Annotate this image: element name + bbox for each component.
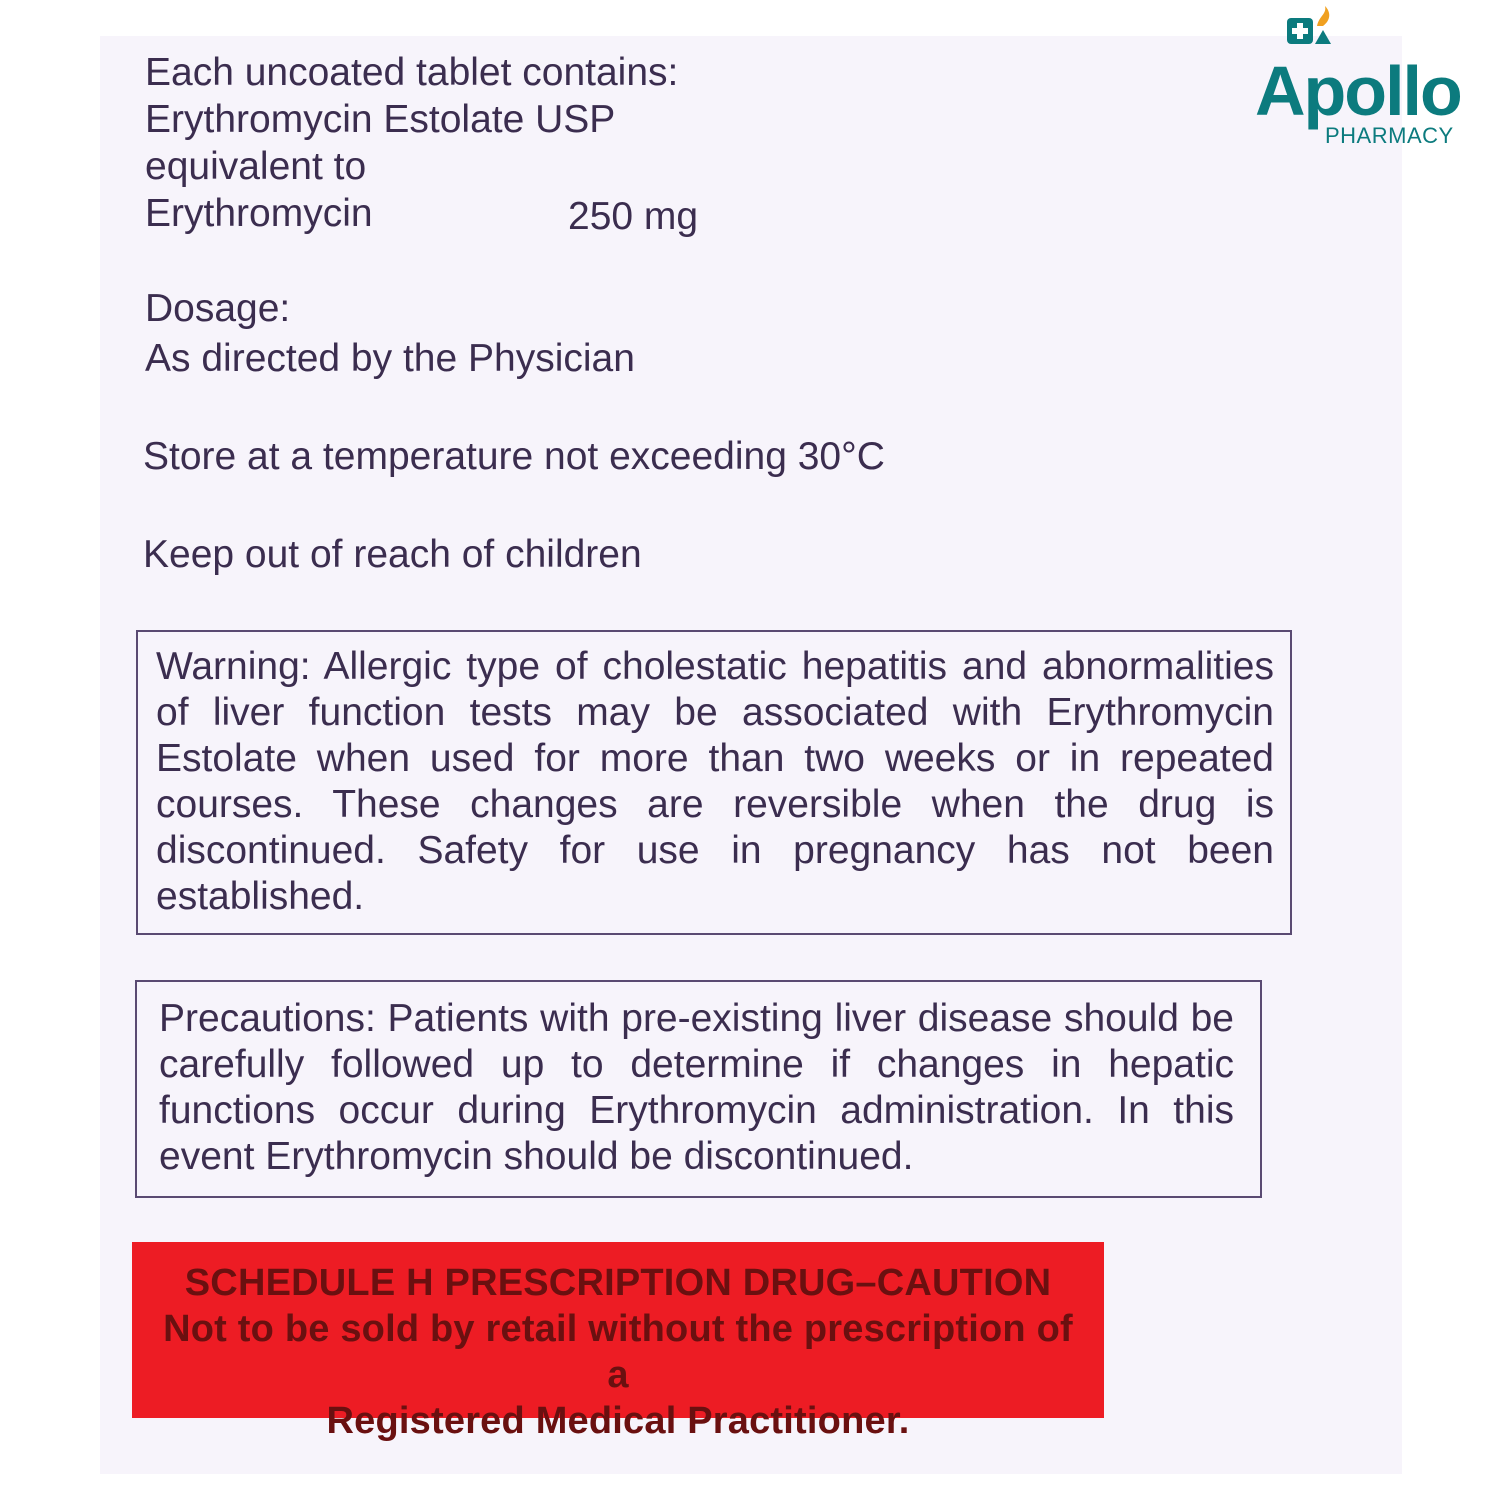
- schedule-h-line1: SCHEDULE H PRESCRIPTION DRUG–CAUTION: [184, 1262, 1052, 1304]
- pharmacy-cross-icon: [1279, 4, 1335, 56]
- composition-ingredient: Erythromycin Estolate USP: [145, 98, 616, 141]
- schedule-h-line2: Not to be sold by retail without the prescription of a: [163, 1308, 1073, 1396]
- storage-instruction: Store at a temperature not exceeding 30°C: [143, 435, 885, 478]
- logo-tagline: PHARMACY: [1325, 123, 1454, 148]
- composition-heading: Each uncoated tablet contains:: [145, 51, 679, 94]
- composition-dose-row: [145, 191, 699, 238]
- composition-block: [145, 50, 699, 238]
- warning-text: Warning: Allergic type of cholestatic hepatitis and abnormalities of liver function tests may be associated with Erythromycin Estolate when used for more than two weeks or in repeated courses. These changes are reversible when the drug is discontinued. Safety for use in pregnancy has not been established.: [156, 645, 1274, 918]
- composition-equivalent: equivalent to: [145, 145, 367, 188]
- logo-wordmark: Apollo: [1255, 52, 1461, 130]
- precautions-text: Precautions: Patients with pre-existing liver disease should be carefully followed up to determine if changes in hepatic functions occur during Erythromycin administration. In this event Erythromycin should be discontinued.: [159, 997, 1234, 1178]
- warning-box: [136, 630, 1292, 935]
- dosage-text: As directed by the Physician: [145, 337, 635, 380]
- schedule-h-caution-banner: [132, 1242, 1104, 1442]
- apollo-pharmacy-logo: [1255, 0, 1470, 150]
- children-warning: Keep out of reach of children: [143, 533, 642, 576]
- schedule-h-line3: Registered Medical Practitioner.: [326, 1400, 910, 1442]
- dosage-block: [145, 286, 635, 386]
- precautions-box: [135, 980, 1262, 1198]
- composition-strength: 250 mg: [568, 195, 699, 238]
- composition-active: Erythromycin: [145, 192, 373, 235]
- dosage-heading: Dosage:: [145, 287, 291, 330]
